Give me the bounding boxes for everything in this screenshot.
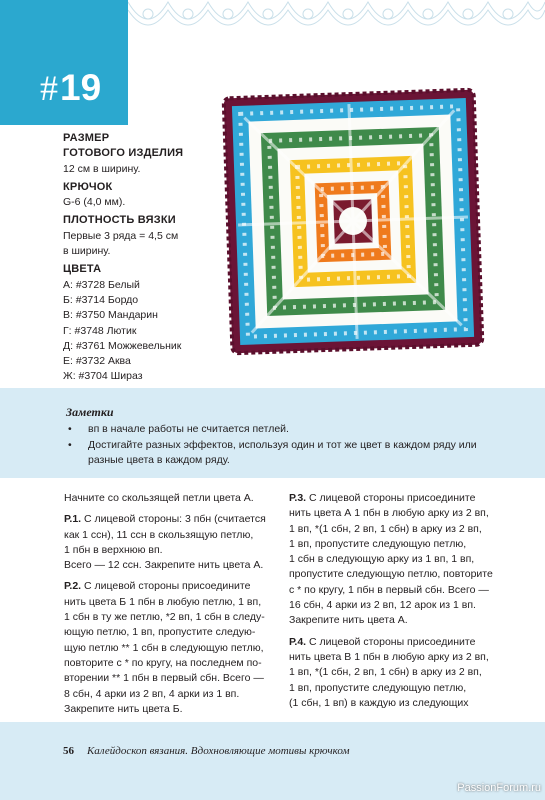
round-text: вторении ** 1 пбн в первый сбн. Всего — bbox=[64, 672, 264, 685]
pattern-number bbox=[40, 66, 101, 110]
round-text: С лицевой стороны присоедините bbox=[306, 635, 476, 648]
color-item: А: #3728 Белый bbox=[63, 278, 140, 291]
round-text: ющую петлю, 1 вп, пропустите следую- bbox=[64, 626, 256, 639]
round-2 bbox=[64, 579, 274, 717]
round-1 bbox=[64, 512, 274, 573]
note-item-continuation bbox=[66, 453, 506, 469]
gauge-value-2: в ширину. bbox=[63, 245, 111, 258]
crochet-square-photo bbox=[218, 84, 488, 359]
round-text: 1 вп, пропустите следующую петлю, bbox=[289, 537, 467, 550]
round-text: С лицевой стороны: 3 пбн (считается bbox=[81, 513, 266, 526]
round-text: 1 сбн в ту же петлю, *2 вп, 1 сбн в следу- bbox=[64, 611, 265, 624]
color-item: В: #3750 Мандарин bbox=[63, 309, 158, 322]
page-number: 56 bbox=[63, 745, 74, 757]
note-text: вп в начале работы не считается петлей. bbox=[88, 423, 289, 435]
round-4 bbox=[289, 635, 504, 711]
notes-list bbox=[66, 422, 506, 469]
round-text: щую петлю ** 1 сбн в следующую петлю, bbox=[64, 641, 264, 654]
round-label: Р.4. bbox=[289, 635, 307, 648]
round-text: 1 вп, пропустите следующую петлю, bbox=[289, 681, 467, 694]
color-item: Г: #3748 Лютик bbox=[63, 324, 137, 337]
round-text: нить цвета А 1 пбн в любую арку из 2 вп, bbox=[289, 507, 489, 520]
round-label: Р.1. bbox=[64, 513, 82, 526]
round-text: нить цвета Б 1 пбн в любую петлю, 1 вп, bbox=[64, 595, 262, 608]
hash-sign: # bbox=[40, 68, 58, 108]
gauge-heading: ПЛОТНОСТЬ ВЯЗКИ bbox=[63, 214, 176, 227]
round-text: нить цвета В 1 пбн в любую арку из 2 вп, bbox=[289, 650, 489, 663]
round-text: повторите с * по кругу, на последнем по- bbox=[64, 656, 262, 669]
round-text: 1 вп, *(1 сбн, 2 вп, 1 сбн) в арку из 2 вп, bbox=[289, 666, 482, 679]
round-text: 8 сбн, 4 арки из 2 вп, 4 арки из 1 вп. bbox=[64, 687, 240, 700]
pattern-specs bbox=[63, 131, 243, 385]
size-value: 12 см в ширину. bbox=[63, 162, 141, 175]
round-text: С лицевой стороны присоедините bbox=[306, 492, 476, 504]
pattern-number-value: 19 bbox=[60, 67, 102, 108]
round-text: 16 сбн, 4 арки из 2 вп, 12 арок из 1 вп. bbox=[289, 599, 476, 612]
color-item: Е: #3732 Аква bbox=[63, 355, 131, 368]
colors-heading: ЦВЕТА bbox=[63, 263, 102, 276]
round-text: 1 вп, *(1 сбн, 2 вп, 1 сбн) в арку из 2 вп, bbox=[289, 522, 482, 535]
size-heading-2: ГОТОВОГО ИЗДЕЛИЯ bbox=[63, 147, 184, 160]
round-text: Закрепите нить цвета А. bbox=[289, 614, 408, 627]
book-title: Калейдоскоп вязания. Вдохновляющие мотивы крючком bbox=[87, 745, 350, 757]
round-label: Р.2. bbox=[64, 580, 82, 593]
notes-title: Заметки bbox=[66, 405, 114, 419]
round-3 bbox=[289, 491, 504, 629]
color-item: Д: #3761 Можжевельник bbox=[63, 339, 182, 352]
color-item: Б: #3714 Бордо bbox=[63, 293, 139, 306]
decorative-lace-border bbox=[128, 0, 545, 40]
color-item: Ж: #3704 Шираз bbox=[63, 370, 143, 383]
note-item bbox=[66, 438, 506, 454]
round-text: Закрепите нить цвета Б. bbox=[64, 702, 183, 715]
hook-value: G-6 (4,0 мм). bbox=[63, 196, 126, 209]
bullet: • bbox=[68, 438, 72, 451]
round-text: Всего — 12 ссн. Закрепите нить цвета А. bbox=[64, 559, 264, 572]
instructions-left-column bbox=[64, 491, 274, 723]
note-text: разные цвета в каждом ряду. bbox=[88, 454, 230, 466]
round-text: как 1 ссн), 11 ссн в скользящую петлю, bbox=[64, 528, 254, 541]
bullet: • bbox=[68, 423, 72, 435]
size-heading: РАЗМЕР bbox=[63, 132, 110, 144]
round-text: 1 сбн в следующую арку из 1 вп, 1 вп, bbox=[289, 553, 475, 566]
round-text: (1 сбн, 1 вп) в каждую из следующих bbox=[289, 696, 469, 709]
round-text: пропустите следующую петлю, повторите bbox=[289, 568, 493, 581]
pattern-number-badge bbox=[0, 0, 128, 125]
round-text: с * по кругу, 1 пбн в первый сбн. Всего — bbox=[289, 583, 489, 596]
hook-heading: КРЮЧОК bbox=[63, 180, 113, 193]
gauge-value: Первые 3 ряда = 4,5 см bbox=[63, 229, 179, 242]
note-text: Достигайте разных эффектов, используя один и тот же цвет в каждом ряду или bbox=[88, 438, 477, 451]
round-text: 1 пбн в верхнюю вп. bbox=[64, 543, 163, 556]
intro-line: Начните со скользящей петли цвета А. bbox=[64, 492, 254, 504]
round-text: С лицевой стороны присоедините bbox=[81, 580, 251, 593]
instructions-right-column bbox=[289, 491, 504, 717]
site-watermark: PassionForum.ru bbox=[457, 782, 541, 794]
note-item bbox=[66, 422, 506, 438]
round-label: Р.3. bbox=[289, 492, 307, 504]
